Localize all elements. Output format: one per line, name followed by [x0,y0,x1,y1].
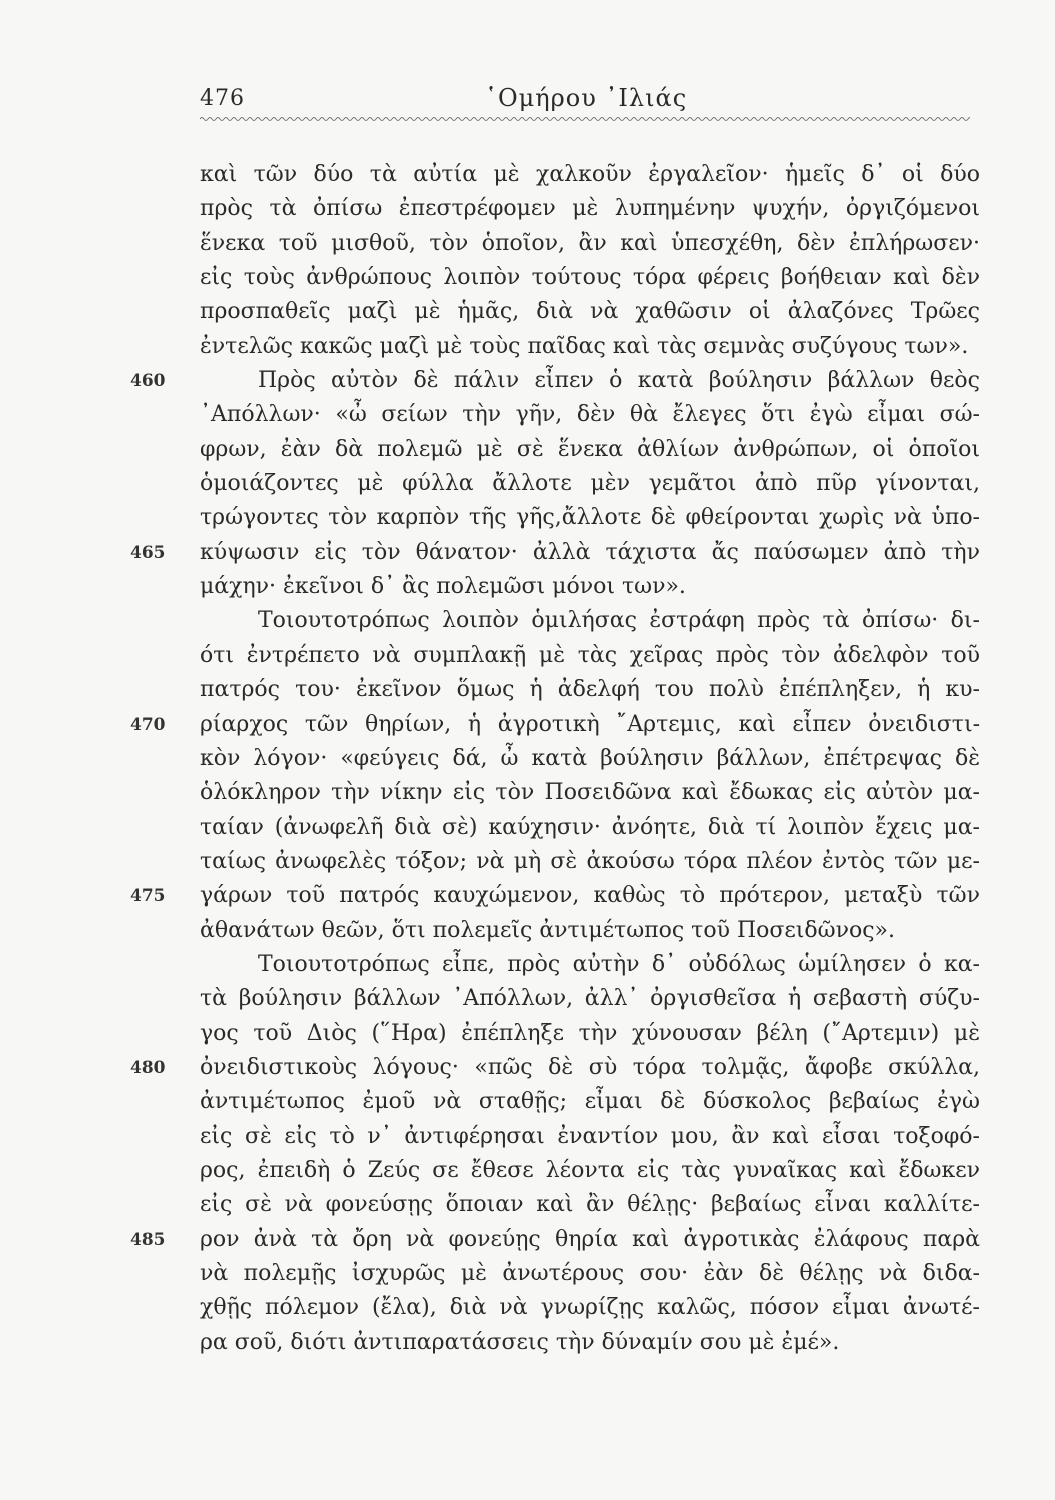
text-line: γάρων τοῦ πατρός καυχώμενον, καθὼς τὸ πρότερον, μεταξὺ τῶν [200,883,980,909]
line-number: 465 [130,542,166,563]
text-line: ὁλόκληρον τὴν νίκην εἰς τὸν Ποσειδῶνα καὶ ἔδωκας εἰς αὐτὸν μα- [200,780,980,806]
text-line: γος τοῦ Διὸς (῞Ηρα) ἐπέπληξε τὴν χύνουσαν βέλη (῎Αρτεμιν) μὲ [200,1020,980,1046]
text-line: ἕνεκα τοῦ μισθοῦ, τὸν ὁποῖον, ἂν καὶ ὑπεσχέθη, δὲν ἐπλήρωσεν· [200,230,980,256]
text-line: μάχην· ἐκεῖνοι δ᾽ ἂς πολεμῶσι μόνοι των». [200,574,686,600]
text-line: ᾽Απόλλων· «ὦ σείων τὴν γῆν, δὲν θὰ ἔλεγες ὅτι ἐγὼ εἶμαι σώ- [200,402,980,428]
text-line: Τοιουτοτρόπως λοιπὸν ὁμιλήσας ἐστράφη πρὸς τὰ ὀπίσω· δι- [258,608,980,634]
text-line: ρος, ἐπειδὴ ὁ Ζεύς σε ἔθεσε λέοντα εἰς τὰς γυναῖκας καὶ ἔδωκεν [200,1157,980,1183]
text-line: χθῇς πόλεμον (ἔλα), διὰ νὰ γνωρίζῃς καλῶς, πόσον εἶμαι ἀνωτέ- [200,1295,980,1321]
text-line: καὶ τῶν δύο τὰ αὐτία μὲ χαλκοῦν ἐργαλεῖον· ἡμεῖς δ᾽ οἱ δύο [200,162,980,187]
text-line: πρὸς τὰ ὀπίσω ἐπεστρέφομεν μὲ λυπημένην ψυχήν, ὀργιζόμενοι [200,196,980,222]
line-number: 485 [130,1229,166,1250]
line-number: 480 [130,1058,166,1079]
line-number: 460 [130,371,166,392]
text-line: εἰς σὲ νὰ φονεύσῃς ὅποιαν καὶ ἂν θέλῃς· βεβαίως εἶναι καλλίτε- [200,1192,980,1218]
text-line: τρώγοντες τὸν καρπὸν τῆς γῆς,ἄλλοτε δὲ φθείρονται χωρὶς νὰ ὑπο- [200,505,980,531]
page-number: 476 [200,86,245,111]
running-title: ῾Ομήρου ᾽Ιλιάς [485,84,688,112]
text-line: φρων, ἐὰν δὰ πολεμῶ μὲ σὲ ἕνεκα ἀθλίων ἀνθρώπων, οἱ ὁποῖοι [200,436,980,462]
text-line: ρον ἀνὰ τὰ ὄρη νὰ φονεύῃς θηρία καὶ ἀγροτικὰς ἐλάφους παρὰ [200,1226,980,1252]
text-line: ταίως ἀνωφελὲς τόξον; νὰ μὴ σὲ ἀκούσω τόρα πλέον ἐντὸς τῶν με- [200,848,980,874]
text-line: ταίαν (ἀνωφελῆ διὰ σὲ) καύχησιν· ἀνόητε, διὰ τί λοιπὸν ἔχεις μα- [200,814,980,840]
wavy-header-rule [200,114,970,124]
text-line: ρα σοῦ, διότι ἀντιπαρατάσσεις τὴν δύναμίν σου μὲ ἐμέ». [200,1329,840,1355]
text-line: ότι ἐντρέπετο νὰ συμπλακῇ μὲ τὰς χεῖρας πρὸς τὸν ἀδελφὸν τοῦ [200,642,980,668]
text-line: ἀθανάτων θεῶν, ὅτι πολεμεῖς ἀντιμέτωπος τοῦ Ποσειδῶνος». [200,917,896,943]
text-line: τὰ βούλησιν βάλλων ᾽Απόλλων, ἀλλ᾽ ὀργισθεῖσα ἡ σεβαστὴ σύζυ- [200,986,980,1012]
text-line: Πρὸς αὐτὸν δὲ πάλιν εἶπεν ὁ κατὰ βούλησιν βάλλων θεὸς [258,368,980,394]
line-number: 475 [130,886,166,907]
text-line: νὰ πολεμῇς ἰσχυρῶς μὲ ἀνωτέρους σου· ἐὰν δὲ θέλῃς νὰ διδα- [200,1261,980,1286]
text-line: Τοιουτοτρόπως εἶπε, πρὸς αὐτὴν δ᾽ οὐδόλως ὡμίλησεν ὁ κα- [258,951,980,977]
text-line: ὁμοιάζοντες μὲ φύλλα ἄλλοτε μὲν γεμᾶτοι ἀπὸ πῦρ γίνονται, [200,471,980,497]
text-line: εἰς σὲ εἰς τὸ ν᾽ ἀντιφέρησαι ἐναντίον μου, ἂν καὶ εἶσαι τοξοφό- [200,1123,980,1149]
text-line: ὀνειδιστικοὺς λόγους· «πῶς δὲ σὺ τόρα τολμᾷς, ἄφοβε σκύλλα, [200,1054,980,1080]
line-number: 470 [130,714,166,735]
text-line: πατρός του· ἐκεῖνον ὅμως ἡ ἀδελφή του πολὺ ἐπέπληξεν, ἡ κυ- [200,677,980,703]
text-line: ρίαρχος τῶν θηρίων, ἡ ἀγροτικὴ ῎Αρτεμις, καὶ εἶπεν ὀνειδιστι- [200,711,980,737]
text-line: ἀντιμέτωπος ἐμοῦ νὰ σταθῇς; εἶμαι δὲ δύσκολος βεβαίως ἐγὼ [200,1089,980,1115]
text-line: ἐντελῶς κακῶς μαζὶ μὲ τοὺς παῖδας καὶ τὰς σεμνὰς συζύγους των». [200,333,969,359]
text-line: κὸν λόγον· «φεύγεις δά, ὦ κατὰ βούλησιν βάλλων, ἐπέτρεψας δὲ [200,745,980,771]
text-line: προσπαθεῖς μαζὶ μὲ ἡμᾶς, διὰ νὰ χαθῶσιν οἱ ἀλαζόνες Τρῶες [200,299,980,325]
text-line: κύψωσιν εἰς τὸν θάνατον· ἀλλὰ τάχιστα ἄς παύσωμεν ἀπὸ τὴν [200,539,980,565]
text-line: εἰς τοὺς ἀνθρώπους λοιπὸν τούτους τόρα φέρεις βοήθειαν καὶ δὲν [200,265,980,291]
body-text [200,158,980,1360]
